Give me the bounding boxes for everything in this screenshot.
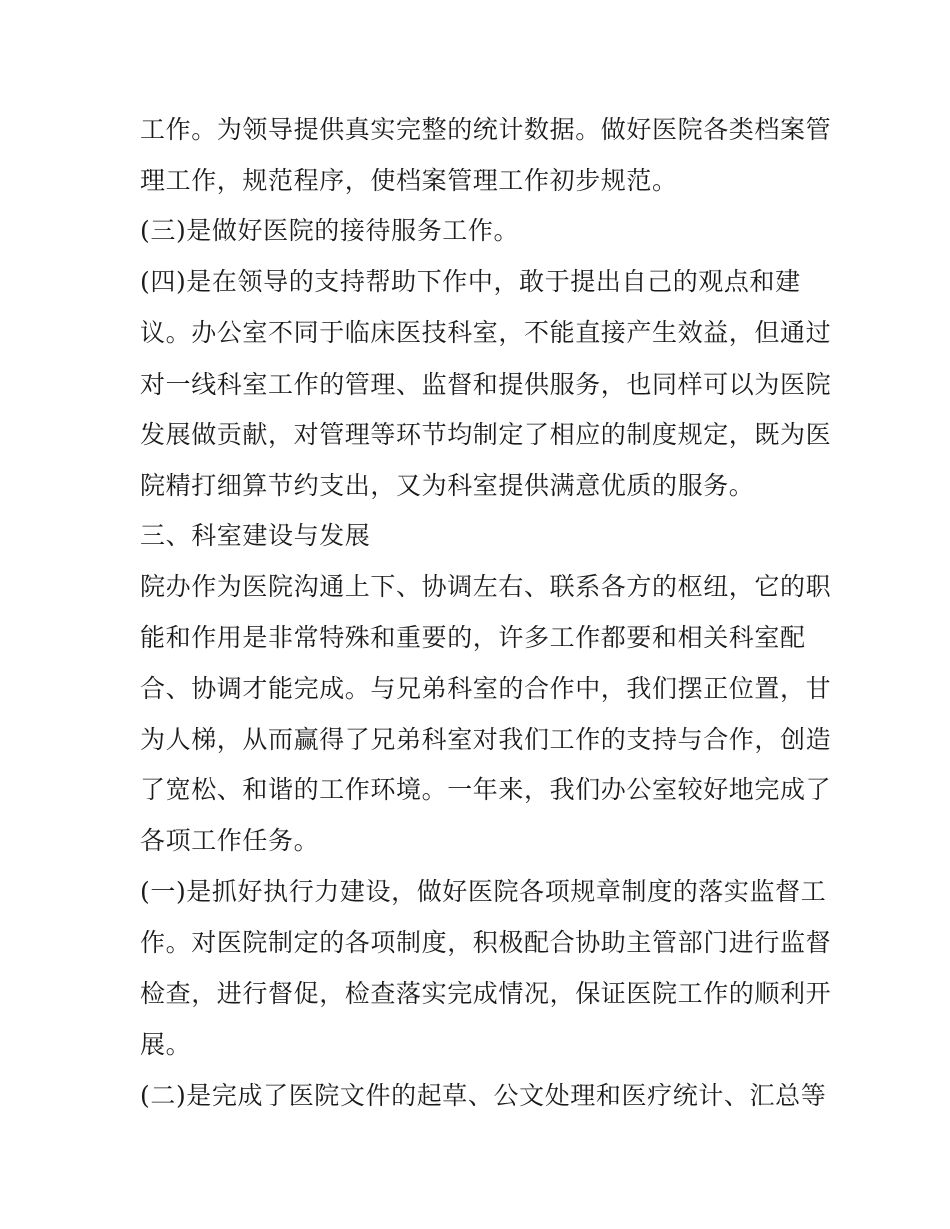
text-line: 各项工作任务。 bbox=[140, 826, 320, 855]
text-line: 作。对医院制定的各项制度，积极配合协助主管部门进行监督 bbox=[140, 928, 832, 957]
text-line: 院办作为医院沟通上下、协调左右、联系各方的枢纽，它的职 bbox=[140, 572, 832, 601]
text-line: 为人梯，从而赢得了兄弟科室对我们工作的支持与合作，创造 bbox=[140, 725, 832, 754]
text-line: 了宽松、和谐的工作环境。一年来，我们办公室较好地完成了 bbox=[140, 775, 832, 804]
text-line: 检查，进行督促，检查落实完成情况，保证医院工作的顺利开 bbox=[140, 979, 832, 1008]
section-heading: 三、科室建设与发展 bbox=[140, 521, 371, 550]
text-line: 议。办公室不同于临床医技科室，不能直接产生效益，但通过 bbox=[140, 318, 832, 347]
text-line: 工作。为领导提供真实完整的统计数据。做好医院各类档案管 bbox=[140, 115, 832, 144]
text-line: 展。 bbox=[140, 1030, 192, 1059]
text-line: (一)是抓好执行力建设，做好医院各项规章制度的落实监督工 bbox=[140, 877, 827, 906]
text-line: 合、协调才能完成。与兄弟科室的合作中，我们摆正位置，甘 bbox=[140, 674, 832, 703]
text-line: 发展做贡献，对管理等环节均制定了相应的制度规定，既为医 bbox=[140, 420, 832, 449]
text-line: 对一线科室工作的管理、监督和提供服务，也同样可以为医院 bbox=[140, 370, 832, 399]
text-line: (四)是在领导的支持帮助下作中，敢于提出自己的观点和建 bbox=[140, 267, 801, 296]
section-heading: (三)是做好医院的接待服务工作。 bbox=[140, 216, 520, 245]
text-line: 理工作，规范程序，使档案管理工作初步规范。 bbox=[140, 166, 678, 195]
text-line: (二)是完成了医院文件的起草、公文处理和医疗统计、汇总等 bbox=[140, 1081, 827, 1110]
text-line: 能和作用是非常特殊和重要的，许多工作都要和相关科室配 bbox=[140, 623, 806, 652]
text-line: 院精打细算节约支出，又为科室提供满意优质的服务。 bbox=[140, 471, 755, 500]
